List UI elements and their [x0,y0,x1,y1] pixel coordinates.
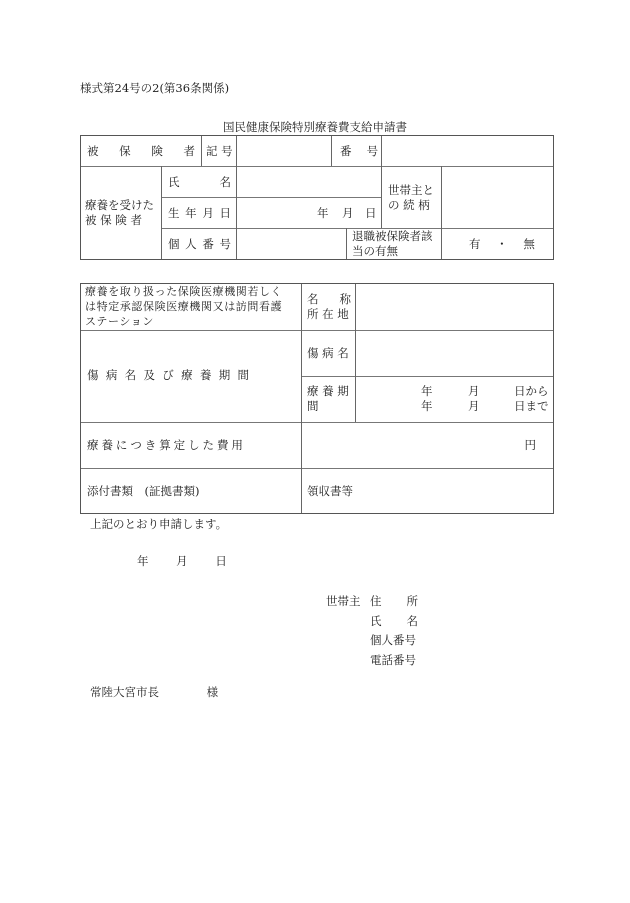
address-label: 住 所 [370,594,418,608]
applicant-phone-label: 電話番号 [370,652,416,667]
personal-number-field[interactable] [237,229,346,259]
applicant-personal-number-label: 個人番号 [370,633,416,647]
document-title: 国民健康保険特別療養費支給申請書 [223,120,407,134]
option-yes[interactable]: 有 [469,237,481,251]
addressee-honorific: 様 [206,685,219,699]
option-no[interactable]: 無 [523,237,535,251]
applicant-name-label: 氏 名 [370,613,418,628]
form-id: 様式第24号の2(第36条関係) [80,81,230,95]
cost-field[interactable] [302,423,553,468]
insured-label: 被 保 険 者 [87,144,195,158]
retired-options[interactable]: 有 ・ 無 [469,237,535,251]
period-label: 療 養 期 間 [307,384,349,413]
disease-period-label: 傷 病 名 及 び 療 養 期 間 [87,368,249,382]
number-label: 番 号 [340,144,379,158]
head-of-household-label: 世帯主 [326,594,361,608]
birthdate-label: 生 年 月 日 [168,206,231,220]
applicant-block [326,592,418,670]
retired-label: 退職被保険者該 当の有無 [352,229,433,258]
relationship-label: 世帯主と の 続 柄 [388,183,434,212]
personal-number-label: 個 人 番 号 [168,237,231,251]
application-date[interactable]: 年 月 日 [137,554,227,568]
facility-field[interactable] [356,284,553,330]
attachments-label: 添付書類 (証拠書類) [87,484,200,498]
insured-table: 被 保 険 者 記 号 番 号 療養を受けた 被 保 険 者 氏 名 生 年 月 日 年 月 日 世帯主と の 続 柄 個 人 番 号 退職被保険者該 当の有無 有 ・ 無 [80,135,554,260]
facility-label: 療養を取り扱った保険医療機関若しく は特定承認保険医療機関又は訪問看護 ステーション [85,285,283,328]
name-field[interactable] [237,167,381,197]
name-label: 氏 名 [168,175,231,189]
recipient-label: 療養を受けた 被 保 険 者 [85,198,154,227]
addressee-name: 常陸大宮市長 [90,685,159,699]
relationship-field[interactable] [442,167,553,228]
addressee [90,684,218,700]
symbol-field[interactable] [237,136,331,166]
treatment-table [80,283,554,514]
symbol-label: 記 号 [206,144,233,158]
attachments-value: 領収書等 [307,484,353,498]
facility-name-address-label: 名 称 所 在 地 [307,292,351,321]
disease-name-label: 傷 病 名 [307,346,349,360]
disease-name-field[interactable] [356,331,553,376]
yen-unit: 円 [524,438,536,452]
period-field[interactable]: 年 月 日から 年 月 日まで [421,384,549,413]
number-field[interactable] [382,136,553,166]
declaration-text: 上記のとおり申請します。 [90,517,228,531]
cost-label: 療 養 に つ き 算 定 し た 費 用 [87,438,243,452]
